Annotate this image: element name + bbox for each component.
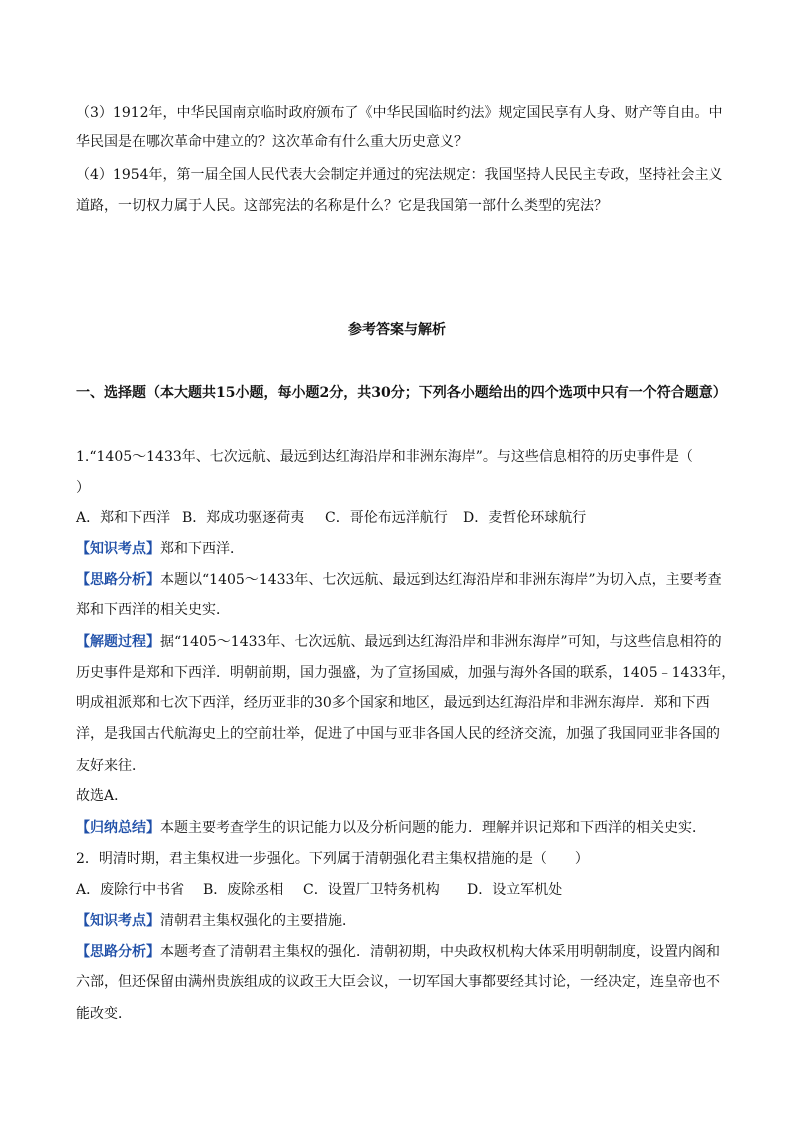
q1-solution-tag: 【解题过程】: [76, 634, 160, 650]
q1-summary-text: 本题主要考查学生的识记能力以及分析问题的能力．理解并识记郑和下西洋的相关史实．: [160, 820, 706, 836]
q2-stem: 2．明清时期，君主集权进一步强化。下列属于清朝强化君主集权措施的是（ ）: [76, 851, 589, 867]
q2-option-b: B．废除丞相: [203, 882, 284, 898]
q2-options: [76, 880, 562, 900]
q1-summary: [76, 818, 706, 838]
q2-knowledge-tag: 【知识考点】: [76, 913, 160, 929]
q1-solution-line-2: 历史事件是郑和下西洋．明朝前期，国力强盛，为了宣扬国威，加强与海外各国的联系，1405﹣1433年，: [76, 665, 736, 681]
q1-solution-line-5: 友好来往．: [76, 758, 146, 774]
q1-options: [76, 508, 586, 528]
q3-line-1: （3）1912年，中华民国南京临时政府颁布了《中华民国临时约法》规定国民享有人身、财产等自由。中: [76, 105, 723, 121]
q1-solution-text-1: 据“1405～1433年、七次远航、最远到达红海沿岸和非洲东海岸”可知，与这些信息相符的: [160, 634, 722, 650]
q2-analysis-line-1: [76, 942, 720, 962]
q2-analysis-tag: 【思路分析】: [76, 944, 160, 960]
q1-solution-line-4: 洋，是我国古代航海史上的空前壮举，促进了中国与亚非各国人民的经济交流，加强了我国同亚非各国的: [76, 726, 720, 742]
q2-knowledge-text: 清朝君主集权强化的主要措施．: [160, 913, 356, 929]
q1-solution-line-1: [76, 632, 722, 652]
q1-option-a: A．郑和下西洋: [76, 510, 171, 526]
q1-stem-line-1: 1.“1405～1433年、七次远航、最远到达红海沿岸和非洲东海岸”。与这些信息相符的历史事件是（: [76, 449, 693, 465]
q1-analysis-line-2: 郑和下西洋的相关史实．: [76, 602, 230, 618]
q2-option-a: A．废除行中书省: [76, 882, 185, 898]
q3-line-2: 华民国是在哪次革命中建立的？这次革命有什么重大历史意义？: [76, 134, 468, 150]
q1-choice: 故选A．: [76, 788, 129, 804]
q1-option-c: C．哥伦布远洋航行: [325, 510, 448, 526]
answer-heading: 参考答案与解析: [348, 322, 446, 338]
q1-stem-line-2: ）: [76, 480, 90, 496]
q2-option-c: C．设置厂卫特务机构: [303, 882, 440, 898]
q1-analysis-tag: 【思路分析】: [76, 572, 160, 588]
q1-option-b: B．郑成功驱逐荷夷: [182, 510, 305, 526]
q1-solution-line-3: 明成祖派郑和七次下西洋，经历亚非的30多个国家和地区，最远到达红海沿岸和非洲东海岸．郑和下西: [76, 695, 710, 711]
q4-line-2: 道路，一切权力属于人民。这部宪法的名称是什么？它是我国第一部什么类型的宪法？: [76, 198, 608, 214]
q2-knowledge: [76, 911, 356, 931]
q4-line-1: （4）1954年，第一届全国人民代表大会制定并通过的宪法规定：我国坚持人民民主专政，坚持社会主义: [76, 167, 723, 183]
q1-analysis-line-1: [76, 570, 722, 590]
q2-analysis-line-2: 六部，但还保留由满州贵族组成的议政王大臣会议，一切军国大事都要经其讨论，一经决定，连皇帝也不: [76, 974, 720, 990]
q1-knowledge: [76, 539, 244, 559]
q2-analysis-text-1: 本题考查了清朝君主集权的强化．清朝初期，中央政权机构大体采用明朝制度，设置内阁和: [160, 944, 720, 960]
q2-option-d: D．设立军机处: [467, 882, 563, 898]
q1-analysis-text-1: 本题以“1405～1433年、七次远航、最远到达红海沿岸和非洲东海岸”为切入点，主要考查: [160, 572, 722, 588]
q1-summary-tag: 【归纳总结】: [76, 820, 160, 836]
section-title: 一、选择题（本大题共15小题，每小题2分，共30分；下列各小题给出的四个选项中只有一个符合题意）: [76, 385, 727, 401]
q1-knowledge-text: 郑和下西洋．: [160, 541, 244, 557]
q2-analysis-line-3: 能改变．: [76, 1006, 132, 1022]
q1-knowledge-tag: 【知识考点】: [76, 541, 160, 557]
q1-option-d: D．麦哲伦环球航行: [463, 510, 587, 526]
